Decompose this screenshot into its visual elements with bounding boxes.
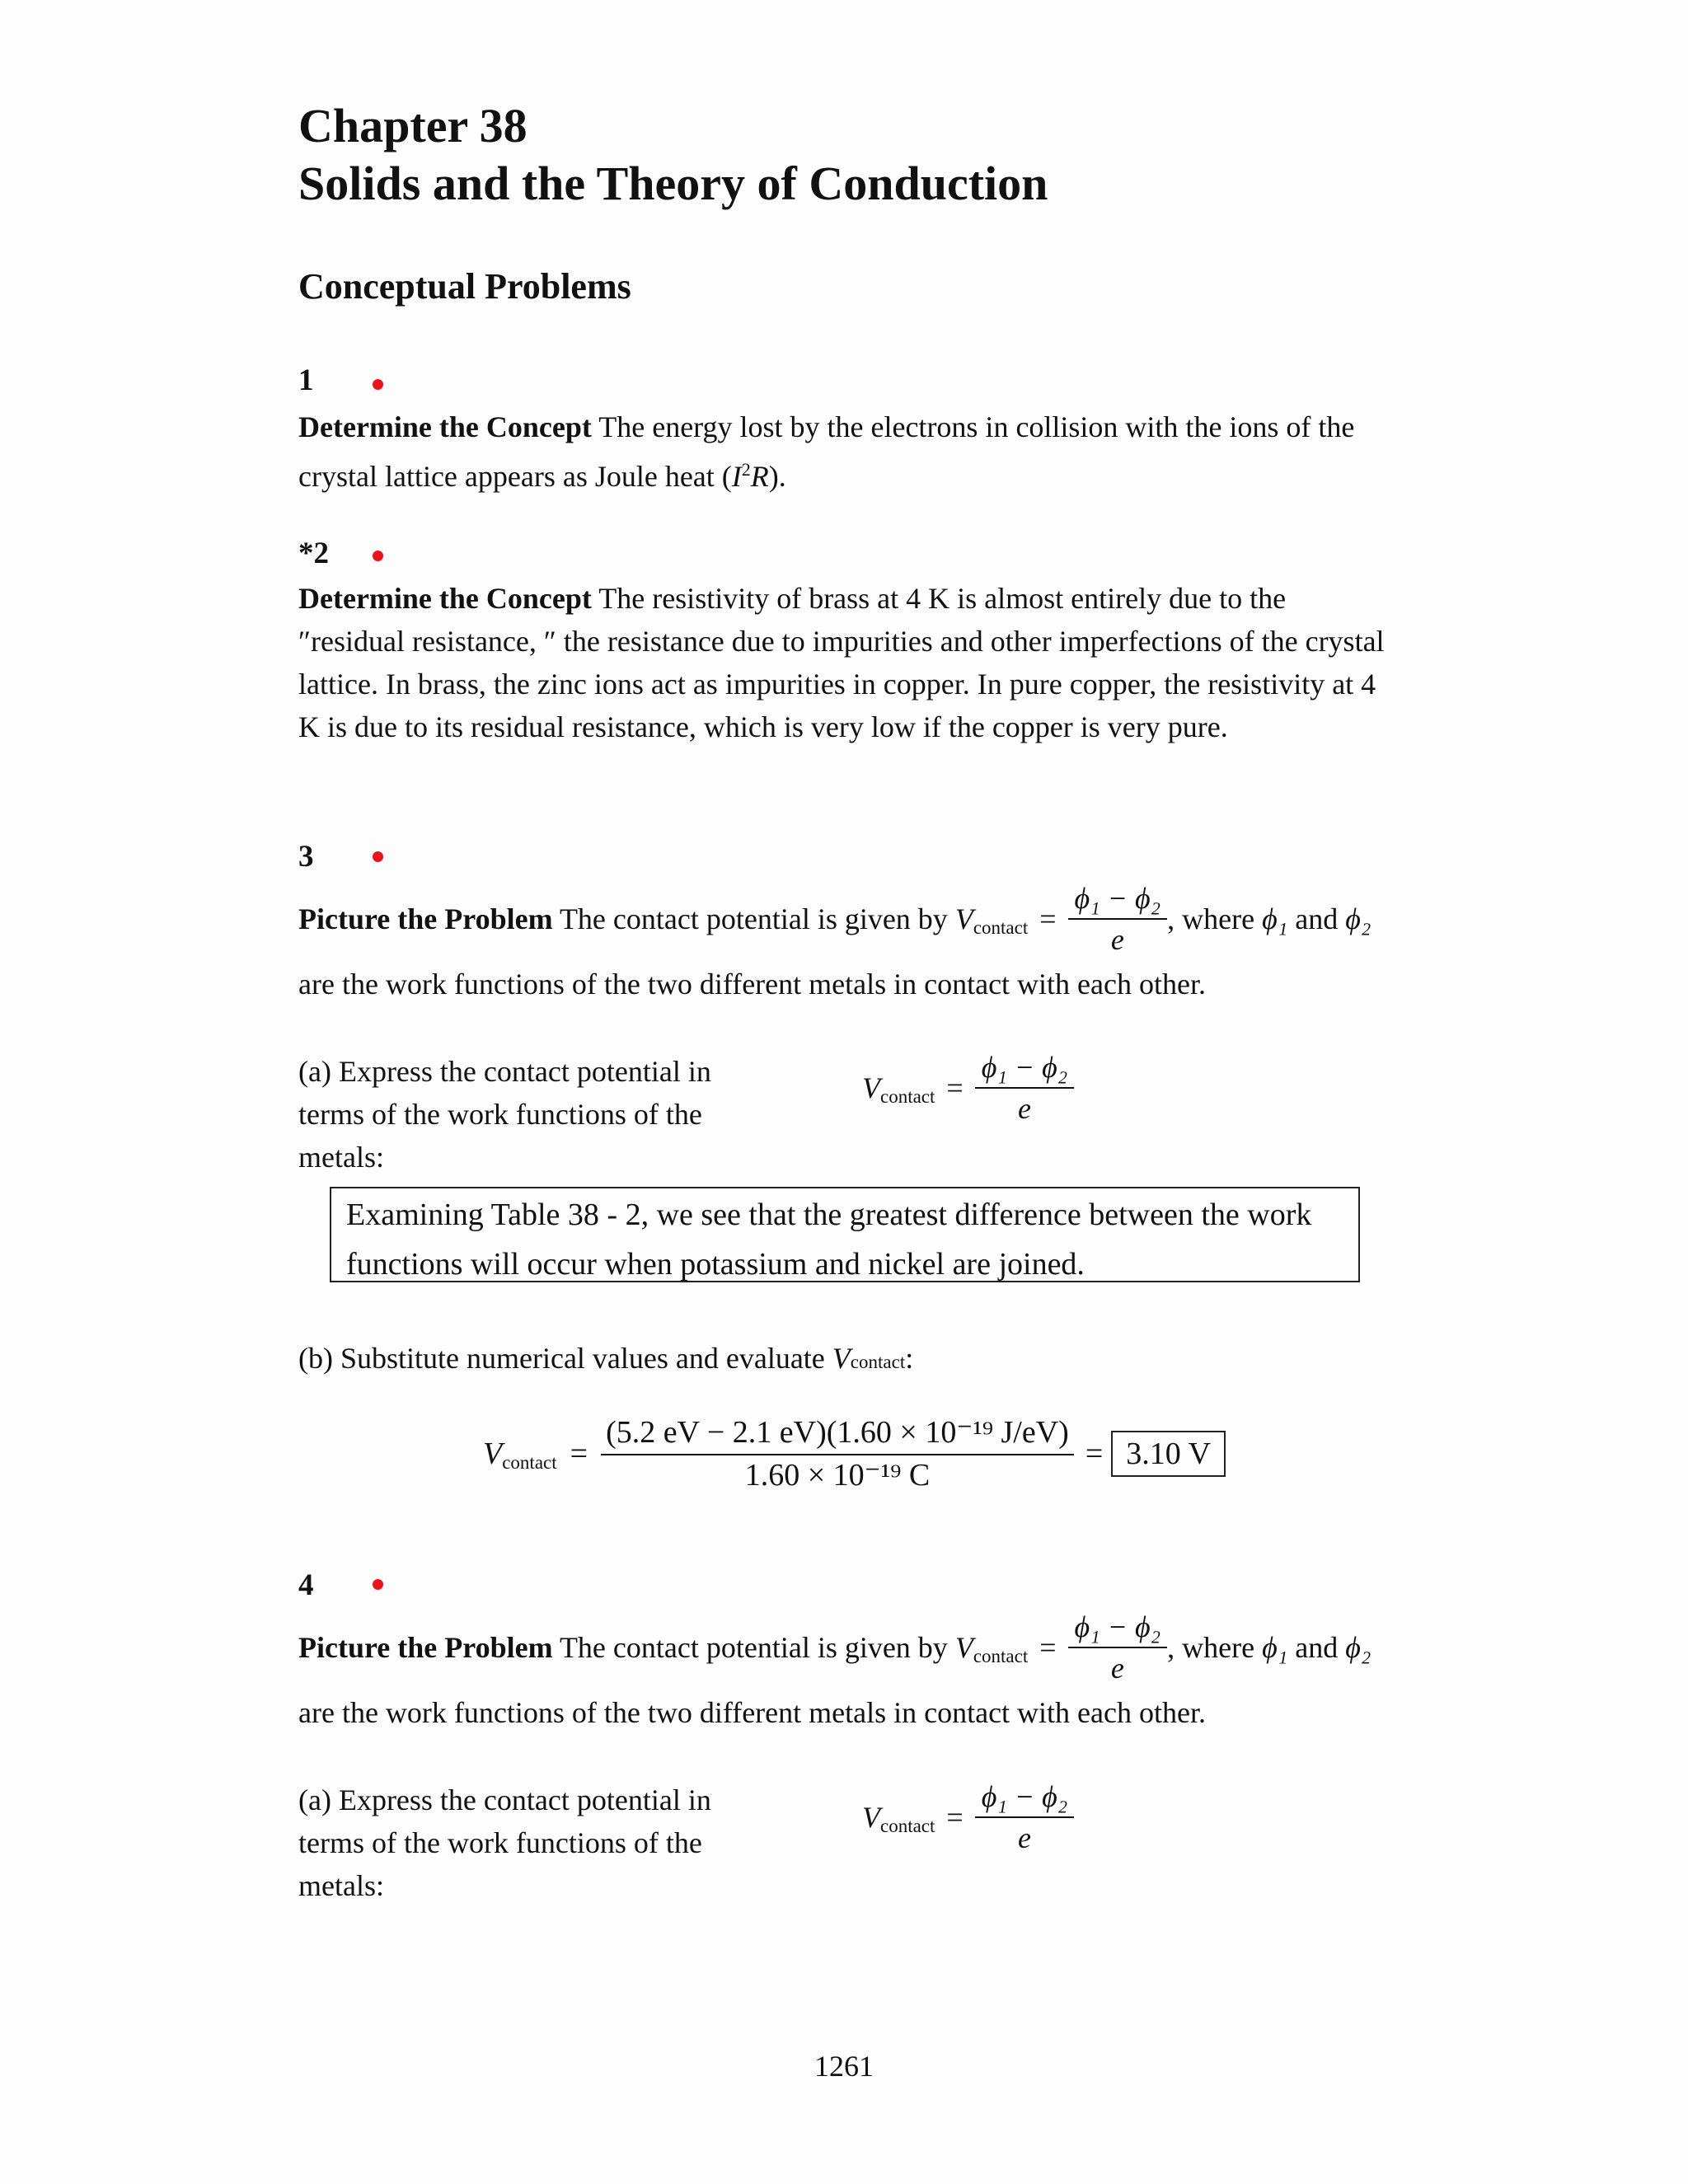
problem-2-text: Determine the Concept The resistivity of brass at 4 K is almost entirely due to the ″residual resistance, ″ the resistance due to impurities and other imperfections of the crystal lattice. In brass, the zinc ions act as impurities in copper. In pure copper, the resistivity at 4 K is due to its residual resistance, which is very low if the copper is very pure.	[298, 582, 1385, 743]
difficulty-dot-icon	[373, 379, 383, 390]
difficulty-dot-icon	[373, 551, 383, 561]
part-a-equation: V contact = $\frac{\text{ϕ₁ − ϕ₂}}{e}$	[862, 1780, 1074, 1854]
problem-1-text: Determine the Concept The energy lost by the electrons in collision with the ions of the crystal lattice appears as Joule heat $(I^2R)$.	[298, 410, 1355, 493]
calc-fraction: $\frac{\text{(5.2 eV − 2.1 eV)(1.60 × 10⁻¹⁹ J/eV)}}{\text{1.60 × 10⁻¹⁹ C}}$	[601, 1416, 1074, 1492]
section-title: Conceptual Problems	[298, 266, 631, 307]
problem-4-intro-cont: are the work functions of the two different metals in contact with each other.	[298, 1696, 1206, 1729]
part-b-calculation: V contact = $\frac{\text{(5.2 eV − 2.1 eV)(1.60 × 10⁻¹⁹ J/eV)}}{\text{1.60 × 10⁻¹⁹ C}}$ = 3.10 V	[483, 1416, 1226, 1492]
part-b-prompt: (b) Substitute numerical values and evaluate Vcontact:	[298, 1342, 914, 1375]
chapter-name: Solids and the Theory of Conduction	[298, 157, 1048, 210]
problem-number: *2	[298, 537, 329, 570]
difficulty-dot-icon	[373, 1579, 383, 1590]
result-box: 3.10 V	[1111, 1431, 1226, 1477]
problem-number: 3	[298, 840, 314, 874]
part-a-prompt: (a) Express the contact potential in terms of the work functions of the metals:	[298, 1055, 711, 1174]
lead-label: Picture the Problem	[298, 1631, 553, 1664]
problem-4-intro: Picture the Problem The contact potential is given by V contact = $\frac{\text{ϕ₁ − ϕ₂}}{e}$ , where ϕ₁ and ϕ₂	[298, 1610, 1372, 1685]
problem-3-intro: Picture the Problem The contact potential is given by V contact = $\frac{\text{ϕ₁ − ϕ₂}}{e}$ , where ϕ₁ and ϕ₂	[298, 882, 1372, 956]
problem-3-intro-cont: are the work functions of the two different metals in contact with each other.	[298, 968, 1206, 1001]
lead-label: Determine the Concept	[298, 582, 592, 615]
lead-label: Determine the Concept	[298, 410, 592, 443]
problem-number: 4	[298, 1568, 314, 1602]
part-a-prompt: (a) Express the contact potential in terms of the work functions of the metals:	[298, 1783, 711, 1902]
page-number: 1261	[814, 2050, 874, 2083]
chapter-number: Chapter 38	[298, 99, 528, 152]
contact-fraction: $\frac{\text{ϕ₁ − ϕ₂}}{e}$	[1068, 882, 1168, 956]
difficulty-dot-icon	[373, 851, 383, 862]
boxed-answer: Examining Table 38 - 2, we see that the greatest difference between the work functions will occur when potassium and nickel are joined.	[330, 1187, 1360, 1282]
lead-label: Picture the Problem	[298, 902, 553, 935]
problem-number: 1	[298, 363, 314, 397]
part-a-equation: V contact = $\frac{\text{ϕ₁ − ϕ₂}}{e}$	[862, 1051, 1074, 1125]
chapter-title	[298, 97, 1048, 213]
